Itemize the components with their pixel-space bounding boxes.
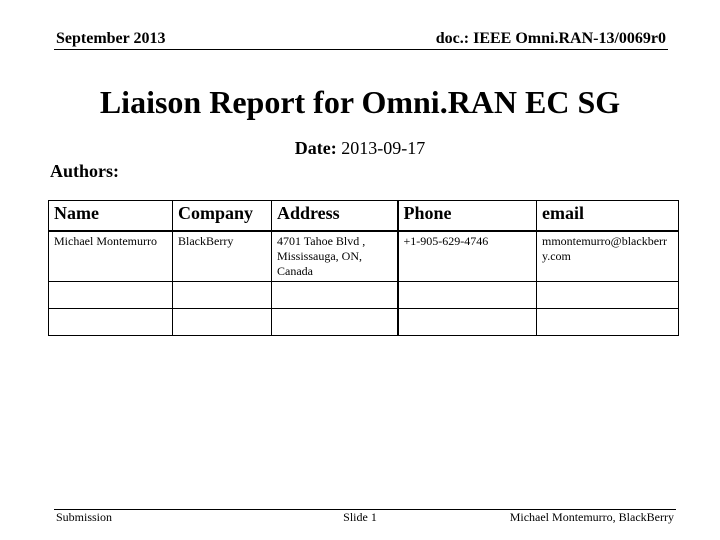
cell-phone: +1-905-629-4746 [398, 231, 537, 282]
table-header-row [49, 201, 679, 232]
date-label: Date: [294, 138, 337, 158]
header-date: September 2013 [56, 30, 166, 47]
column-header-email: email [537, 201, 679, 232]
date-value: 2013-09-17 [341, 138, 426, 158]
footer-submission: Submission [56, 510, 113, 524]
cell-phone [398, 309, 537, 336]
authors-table [48, 200, 679, 336]
cell-name [49, 309, 173, 336]
cell-name: Michael Montemurro [49, 231, 173, 282]
cell-address [272, 282, 398, 309]
cell-email [537, 282, 679, 309]
cell-company [173, 309, 272, 336]
cell-company [173, 282, 272, 309]
cell-email: mmontemurro@blackberry.com [537, 231, 679, 282]
header-divider [54, 49, 668, 50]
column-header-address: Address [272, 201, 398, 232]
column-header-phone: Phone [398, 201, 537, 232]
header-doc-id: doc.: IEEE Omni.RAN-13/0069r0 [435, 30, 666, 47]
column-header-company: Company [173, 201, 272, 232]
table-row [49, 231, 679, 282]
cell-company: BlackBerry [173, 231, 272, 282]
cell-address: 4701 Tahoe Blvd , Mississauga, ON, Canada [272, 231, 398, 282]
footer-slide-number: Slide 1 [343, 510, 377, 524]
date-line [0, 138, 720, 159]
footer-author: Michael Montemurro, BlackBerry [509, 510, 674, 524]
authors-label: Authors: [50, 161, 120, 181]
table-row [49, 309, 679, 336]
slide-title: Liaison Report for Omni.RAN EC SG [99, 84, 621, 120]
cell-email [537, 309, 679, 336]
table-row [49, 282, 679, 309]
column-header-name: Name [49, 201, 173, 232]
cell-phone [398, 282, 537, 309]
cell-name [49, 282, 173, 309]
cell-address [272, 309, 398, 336]
